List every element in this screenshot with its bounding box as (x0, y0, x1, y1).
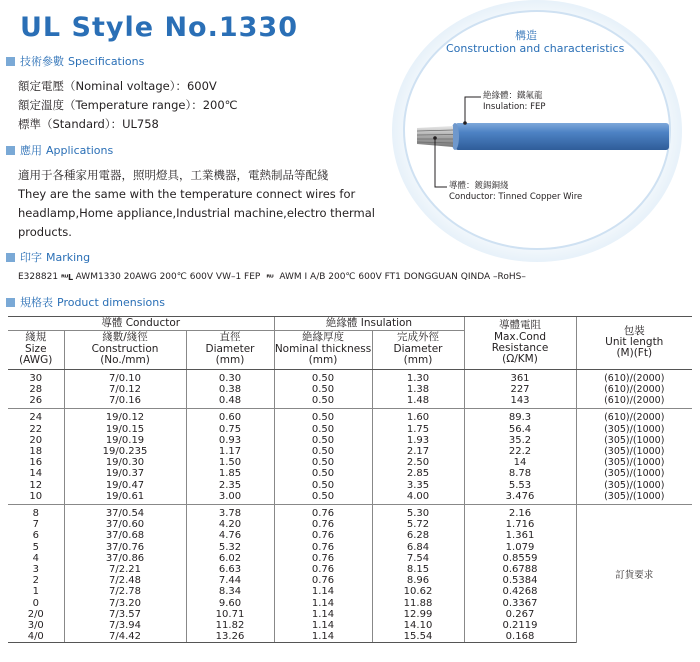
header-line: (mm) (403, 354, 433, 367)
construction-cell: 19/0.235 (64, 446, 186, 457)
size-cell: 4/0 (8, 631, 64, 643)
finished-diameter-cell: 12.99 (372, 609, 464, 620)
thickness-cell: 0.50 (274, 395, 372, 409)
thickness-cell: 0.50 (274, 424, 372, 435)
spec-voltage: 額定電壓（Nominal voltage）：600V (18, 79, 217, 93)
unit-length-cell: (610)/(2000) (576, 384, 692, 395)
size-header (8, 331, 64, 370)
section-square-icon (6, 146, 15, 155)
size-cell: 10 (8, 491, 64, 505)
finished-diameter-cell: 1.93 (372, 435, 464, 446)
product-dimensions-table (8, 316, 692, 643)
construction-cell: 7/0.10 (64, 369, 186, 384)
unit-length-cell: (610)/(2000) (576, 369, 692, 384)
insulation-group-header: 絶緣體 Insulation (274, 317, 464, 331)
table-header-row (8, 317, 692, 331)
marking-part-1: E328821 (18, 272, 59, 282)
resistance-cell: 0.4268 (464, 586, 576, 597)
thickness-cell: 0.50 (274, 446, 372, 457)
resistance-cell: 0.168 (464, 631, 576, 643)
size-cell: 2/0 (27, 608, 44, 620)
resistance-cell: 0.6788 (464, 564, 576, 575)
page-title: UL Style No.1330 (20, 12, 298, 43)
size-cell: 22 (29, 423, 43, 435)
table-row (8, 435, 692, 446)
size-cell: 3/0 (27, 620, 44, 632)
size-cell: 4 (32, 552, 39, 564)
resistance-cell: 0.5384 (464, 575, 576, 586)
thickness-cell: 0.50 (274, 457, 372, 468)
size-cell: 24 (29, 412, 43, 424)
diameter-header (186, 331, 274, 370)
thickness-cell: 0.76 (274, 575, 372, 586)
resistance-cell: 1.361 (464, 530, 576, 541)
thickness-cell: 0.76 (274, 530, 372, 541)
construction-cell: 19/0.47 (64, 480, 186, 491)
unit-length-cell: (305)/(1000) (576, 424, 692, 435)
diameter-cell: 1.17 (186, 446, 274, 457)
unit-length-cell: (610)/(2000) (576, 395, 692, 409)
diameter-cell: 0.93 (186, 435, 274, 446)
construction-cell: 7/3.57 (64, 609, 186, 620)
header-line: Diameter (205, 342, 255, 355)
construction-cell: 19/0.12 (64, 409, 186, 424)
finished-diameter-cell: 3.35 (372, 480, 464, 491)
section-square-icon (6, 298, 15, 307)
construction-cell: 37/0.76 (64, 542, 186, 553)
finished-diameter-cell: 5.30 (372, 505, 464, 520)
diameter-cell: 11.82 (186, 620, 274, 631)
construction-cell: 37/0.54 (64, 505, 186, 520)
thickness-cell: 0.76 (274, 553, 372, 564)
unit-length-header (576, 317, 692, 370)
diameter-cell: 1.50 (186, 457, 274, 468)
header-line: Max.Cond (493, 330, 547, 343)
header-line: (No./mm) (100, 354, 150, 367)
finished-diameter-cell: 8.96 (372, 575, 464, 586)
ul-recognized-icon: ᴿᵁ (266, 272, 274, 282)
dimensions-heading (6, 294, 165, 310)
thickness-cell: 0.76 (274, 505, 372, 520)
unit-length-cell: (305)/(1000) (576, 435, 692, 446)
spec-standard: 標準（Standard）：UL758 (18, 117, 159, 131)
marking-heading (6, 249, 90, 265)
diameter-cell: 0.38 (186, 384, 274, 395)
unit-length-cell: (305)/(1000) (576, 468, 692, 479)
construction-cell: 7/3.94 (64, 620, 186, 631)
header-line: Diameter (393, 342, 443, 355)
header-line: (mm) (308, 354, 338, 367)
table-row (8, 409, 692, 424)
finished-diameter-cell: 1.48 (372, 395, 464, 409)
conductor-label-en: Conductor: Tinned Copper Wire (449, 192, 583, 202)
thickness-cell: 1.14 (274, 586, 372, 597)
resistance-cell: 361 (464, 369, 576, 384)
size-cell: 18 (29, 446, 43, 457)
diameter-cell: 5.32 (186, 542, 274, 553)
conductor-group-header: 導體 Conductor (8, 317, 274, 331)
applications-heading-en: Applications (46, 143, 114, 157)
finished-diameter-cell: 2.50 (372, 457, 464, 468)
header-line: 絶緣厚度 (302, 331, 344, 343)
header-line: Size (24, 342, 47, 355)
table-row (8, 369, 692, 384)
size-cell: 0 (32, 597, 39, 609)
diameter-cell: 8.34 (186, 586, 274, 597)
table-row (8, 424, 692, 435)
thickness-cell: 0.50 (274, 435, 372, 446)
thickness-cell: 1.14 (274, 631, 372, 643)
diameter-cell: 0.60 (186, 409, 274, 424)
header-line: Construction (91, 342, 159, 355)
dimensions-heading-en: Product dimensions (57, 295, 165, 309)
table-row (8, 395, 692, 409)
table-row (8, 491, 692, 505)
header-line: Nominal thickness (274, 342, 372, 355)
finished-diameter-cell: 5.72 (372, 519, 464, 530)
finished-diameter-cell: 6.84 (372, 542, 464, 553)
construction-cell: 37/0.86 (64, 553, 186, 564)
application-line: products. (18, 225, 72, 239)
diameter-cell: 1.85 (186, 468, 274, 479)
conductor-label-cn: 導體：鍍錫銅綫 (449, 181, 509, 191)
thickness-cell: 0.76 (274, 564, 372, 575)
resistance-cell: 1.079 (464, 542, 576, 553)
header-line: 直徑 (219, 331, 241, 343)
application-line: 適用于各種家用電器，照明燈具，工業機器，電熱制品等配綫 (18, 168, 329, 182)
unit-length-cell: (305)/(1000) (576, 457, 692, 468)
wire-insulation (455, 123, 669, 150)
construction-cell: 19/0.61 (64, 491, 186, 505)
header-line: 完成外徑 (397, 331, 439, 343)
resistance-header (464, 317, 576, 370)
size-cell: 26 (8, 395, 64, 409)
table-row (8, 446, 692, 457)
construction-cell: 7/0.12 (64, 384, 186, 395)
finished-diameter-cell: 6.28 (372, 530, 464, 541)
resistance-cell: 0.2119 (464, 620, 576, 631)
header-line: (mm) (215, 354, 245, 367)
resistance-cell: 35.2 (464, 435, 576, 446)
thickness-cell: 1.14 (274, 609, 372, 620)
header-line: 導體電阻 (499, 319, 541, 332)
diameter-cell: 0.75 (186, 424, 274, 435)
order-note-cell: 訂貨要求 (576, 505, 692, 643)
table-body (8, 369, 692, 643)
header-line: 綫數/綫徑 (102, 331, 148, 343)
unit-length-cell: (305)/(1000) (576, 446, 692, 457)
diameter-cell: 4.76 (186, 530, 274, 541)
finished-diameter-cell: 11.88 (372, 598, 464, 609)
resistance-cell: 1.716 (464, 519, 576, 530)
finished-diameter-header (372, 331, 464, 370)
diameter-cell: 3.00 (186, 491, 274, 505)
specifications-heading (6, 53, 144, 69)
finished-diameter-cell: 4.00 (372, 491, 464, 505)
finished-diameter-cell: 15.54 (372, 631, 464, 643)
construction-header (64, 331, 186, 370)
construction-cell: 19/0.30 (64, 457, 186, 468)
finished-diameter-cell: 10.62 (372, 586, 464, 597)
thickness-cell: 1.14 (274, 598, 372, 609)
size-cell: 6 (32, 530, 39, 542)
construction-cell: 37/0.60 (64, 519, 186, 530)
diameter-cell: 2.35 (186, 480, 274, 491)
construction-cell: 37/0.68 (64, 530, 186, 541)
thickness-cell: 0.50 (274, 409, 372, 424)
construction-cell: 19/0.19 (64, 435, 186, 446)
size-cell: 2 (32, 575, 39, 587)
table-row (8, 468, 692, 479)
finished-diameter-cell: 1.75 (372, 424, 464, 435)
size-cell: 16 (29, 457, 43, 469)
resistance-cell: 5.53 (464, 480, 576, 491)
resistance-cell: 89.3 (464, 409, 576, 424)
construction-cell: 7/2.48 (64, 575, 186, 586)
marking-part-3: AWM I A/B 200℃ 600V FT1 DONGGUAN QINDA –RoHS– (279, 272, 526, 282)
thickness-cell: 0.50 (274, 468, 372, 479)
thickness-cell: 0.76 (274, 519, 372, 530)
header-line: Resistance (491, 341, 549, 354)
unit-length-cell: (610)/(2000) (576, 409, 692, 424)
diameter-cell: 13.26 (186, 631, 274, 643)
thickness-cell: 1.14 (274, 620, 372, 631)
table-row (8, 457, 692, 468)
resistance-cell: 56.4 (464, 424, 576, 435)
header-line: (M)(Ft) (616, 347, 653, 360)
resistance-cell: 2.16 (464, 505, 576, 520)
table-row (8, 480, 692, 491)
construction-cell: 7/2.21 (64, 564, 186, 575)
diameter-cell: 9.60 (186, 598, 274, 609)
finished-diameter-cell: 7.54 (372, 553, 464, 564)
size-cell: 28 (29, 383, 43, 395)
size-cell: 12 (29, 479, 43, 491)
thickness-cell: 0.50 (274, 480, 372, 491)
header-line: 包裝 (623, 325, 645, 338)
finished-diameter-cell: 8.15 (372, 564, 464, 575)
unit-length-cell: (305)/(1000) (576, 491, 692, 505)
resistance-cell: 0.8559 (464, 553, 576, 564)
diameter-cell: 0.48 (186, 395, 274, 409)
size-cell: 1 (32, 586, 39, 598)
marking-heading-cn: 印字 (20, 251, 42, 264)
construction-cell: 19/0.37 (64, 468, 186, 479)
ul-recognized-icon: ᴿᵁL (61, 272, 73, 282)
application-line: They are the same with the temperature connect wires for (18, 187, 356, 201)
diameter-cell: 7.44 (186, 575, 274, 586)
finished-diameter-cell: 2.85 (372, 468, 464, 479)
table-row (8, 384, 692, 395)
marking-heading-en: Marking (46, 250, 91, 264)
finished-diameter-cell: 2.17 (372, 446, 464, 457)
resistance-cell: 227 (464, 384, 576, 395)
header-line: (AWG) (19, 354, 53, 367)
size-cell: 8 (32, 508, 39, 520)
diameter-cell: 0.30 (186, 369, 274, 384)
applications-heading (6, 142, 113, 158)
nominal-thickness-header (274, 331, 372, 370)
size-cell: 20 (29, 434, 43, 446)
dimensions-heading-cn: 規格表 (20, 296, 53, 309)
construction-cell: 7/3.20 (64, 598, 186, 609)
diameter-cell: 6.02 (186, 553, 274, 564)
size-cell: 5 (32, 541, 39, 553)
header-line: 綫規 (25, 331, 47, 343)
spec-temperature: 額定溫度（Temperature range）：200℃ (18, 98, 238, 112)
finished-diameter-cell: 14.10 (372, 620, 464, 631)
construction-cell: 7/2.78 (64, 586, 186, 597)
construction-cell: 19/0.15 (64, 424, 186, 435)
specifications-heading-en: Specifications (68, 54, 145, 68)
marking-part-2: AWM1330 20AWG 200℃ 600V VW–1 FEP (75, 272, 261, 282)
diameter-cell: 10.71 (186, 609, 274, 620)
thickness-cell: 0.76 (274, 542, 372, 553)
resistance-cell: 0.267 (464, 609, 576, 620)
specifications-heading-cn: 技術參數 (20, 55, 64, 68)
construction-title-en: Construction and characteristics (446, 42, 625, 55)
thickness-cell: 0.50 (274, 369, 372, 384)
construction-cell: 7/4.42 (64, 631, 186, 643)
finished-diameter-cell: 1.30 (372, 369, 464, 384)
size-cell: 3 (32, 564, 39, 576)
diameter-cell: 3.78 (186, 505, 274, 520)
resistance-cell: 0.3367 (464, 598, 576, 609)
thickness-cell: 0.50 (274, 491, 372, 505)
wire-illustration (403, 10, 671, 250)
insulation-label-en: Insulation: FEP (483, 102, 546, 112)
header-line: (Ω/KM) (502, 353, 538, 366)
diameter-cell: 4.20 (186, 519, 274, 530)
table-row (8, 505, 692, 520)
size-cell: 30 (29, 372, 43, 384)
header-line: Unit length (605, 336, 664, 349)
unit-length-cell: (305)/(1000) (576, 480, 692, 491)
construction-cell: 7/0.16 (64, 395, 186, 409)
size-cell: 14 (29, 468, 43, 480)
resistance-cell: 8.78 (464, 468, 576, 479)
diameter-cell: 6.63 (186, 564, 274, 575)
thickness-cell: 0.50 (274, 384, 372, 395)
section-square-icon (6, 57, 15, 66)
application-line: headlamp,Home appliance,Industrial machine,electro thermal (18, 206, 376, 220)
finished-diameter-cell: 1.38 (372, 384, 464, 395)
size-cell: 7 (32, 519, 39, 531)
construction-title-cn: 構造 (515, 29, 537, 42)
resistance-cell: 143 (464, 395, 576, 409)
resistance-cell: 3.476 (464, 491, 576, 505)
marking-text (18, 272, 526, 282)
insulation-label-cn: 絶緣體：鐵氟龍 (483, 91, 543, 101)
section-square-icon (6, 253, 15, 262)
resistance-cell: 22.2 (464, 446, 576, 457)
resistance-cell: 14 (464, 457, 576, 468)
finished-diameter-cell: 1.60 (372, 409, 464, 424)
applications-heading-cn: 應用 (20, 144, 42, 157)
